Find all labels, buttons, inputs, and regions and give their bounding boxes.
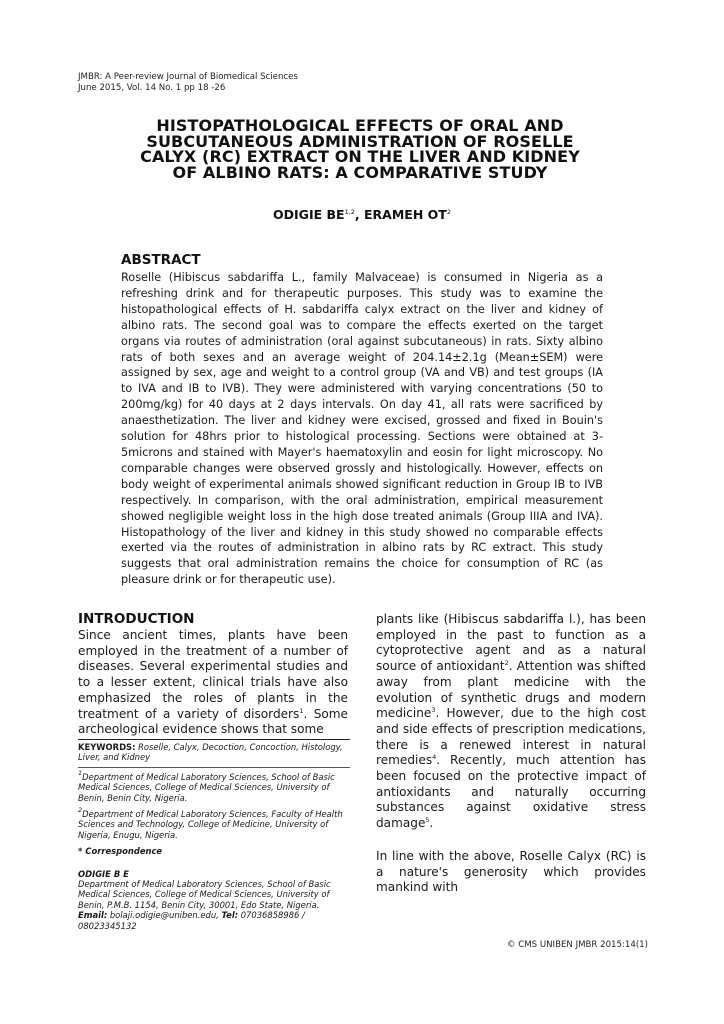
author-1-affiliation: 1,2: [344, 208, 355, 216]
tel-number: 07036858986 / 08023345132: [78, 910, 305, 931]
affiliation-number: 1: [78, 768, 83, 777]
affiliation-text: Department of Medical Laboratory Sciences, School of Basic Medical Sciences, College of Medical Sciences, University of Benin, Benin City, Nigeria.: [78, 771, 335, 803]
correspondence-address: Department of Medical Laboratory Sciences, School of Basic Medical Sciences, College of Medical Sciences, University of Benin, P.M.B. 1154, Benin City, 30001, Edo State, Nigeria.: [78, 879, 331, 910]
email-label: Email:: [78, 910, 108, 921]
keywords-list: Roselle, Calyx, Decoction, Concoction, Histology, Liver, and Kidney: [78, 742, 343, 763]
affiliation-number: 2: [78, 806, 83, 815]
citation: 2: [504, 659, 509, 668]
footnotes: [78, 739, 350, 931]
journal-header: [78, 72, 298, 94]
journal-name: JMBR: A Peer-review Journal of Biomedical Sciences: [78, 72, 298, 82]
title-line: CALYX (RC) EXTRACT ON THE LIVER AND KIDNEY: [140, 147, 580, 166]
correspondence-name: ODIGIE B E: [78, 868, 129, 879]
title-line: HISTOPATHOLOGICAL EFFECTS OF ORAL AND: [156, 116, 564, 135]
abstract-heading: ABSTRACT: [121, 252, 201, 268]
author-2: ERAMEH OT: [364, 207, 447, 222]
correspondence-block: [78, 869, 350, 931]
intro-text: plants like (Hibiscus sabdariffa l.), has been employed in the past to function as a cytoprotective agent and as a natural source of antioxidant: [376, 612, 646, 674]
title-line: OF ALBINO RATS: A COMPARATIVE STUDY: [172, 162, 548, 182]
intro-paragraph: [376, 612, 646, 832]
intro-text: . However, due to the high cost and side effects of prescription medications, there is a renewed interest in natural remedies: [376, 706, 646, 768]
tel-label: Tel:: [221, 910, 239, 921]
citation: 3: [431, 706, 436, 715]
keywords-label: KEYWORDS:: [78, 742, 136, 752]
intro-paragraph: In line with the above, Roselle Calyx (RC) is a nature's generosity which provides mankind with: [376, 848, 646, 895]
author-2-affiliation: 2: [446, 208, 451, 216]
citation: 5: [425, 816, 430, 825]
divider: [78, 739, 350, 740]
intro-text: . Recently, much attention has been focused on the protective impact of antioxidants and naturally occurring substances against oxidative stress damage: [376, 753, 646, 831]
correspondence-label: * Correspondence: [78, 846, 163, 857]
affiliation-2: [78, 806, 350, 840]
page-footer: © CMS UNIBEN JMBR 2015:14(1): [506, 940, 648, 950]
introduction-right-column: [376, 612, 646, 896]
affiliation-1: [78, 768, 350, 803]
intro-text: . Attention was shifted away from plant medicine with the evolution of synthetic drugs and modern medicine: [376, 659, 646, 721]
introduction-left-column: [78, 628, 348, 738]
abstract-text: Roselle (Hibiscus sabdariffa L., family Malvaceae) is consumed in Nigeria as a refreshing drink and for therapeutic purposes. This study was to examine the histopathological effects of H. sabdariffa calyx extract on the liver and kidney of albino rats. The second goal was to compare the effects exerted on the target organs via routes of administration (oral against subcutaneous) in rats. Sixty albino rats of both sexes and an average weight of 204.14±2.1g (Mean±SEM) were assigned by sex, age and weight to a control group (VA and VB) and test groups (IA to IVA and IB to IVB). They were administered with varying concentrations (50 to 200mg/kg) for 40 days at 2 days intervals. On day 41, all rats were sacrificed by anaesthetization. The liver and kidney were excised, grossed and fixed in Bouin's solution for 48hrs prior to histological processing. Sections were obtained at 3-5microns and stained with Mayer's haematoxylin and eosin for light microscopy. No comparable changes were observed grossly and histologically. However, effects on body weight of experimental animals showed significant reduction in Group IB to IVB respectively. In comparison, with the oral administration, empirical measurement showed negligible weight loss in the high dose treated animals (Group IIIA and IVA). Histopathology of the liver and kidney in this study showed no comparable effects exerted via the routes of administration in albino rats by RC extract. This study suggests that oral administration remains the choice for consumption of RC (as pleasure drink or for therapeutic use).: [121, 271, 603, 587]
intro-text: . Some archeological evidence shows that some: [78, 706, 348, 737]
author-separator: ,: [354, 207, 365, 222]
keywords: [78, 742, 350, 763]
divider: [78, 767, 350, 768]
author-list: [0, 207, 724, 222]
author-1: ODIGIE BE: [273, 207, 345, 222]
email-address: bolaji.odigie@uniben.edu,: [107, 910, 222, 921]
intro-text: Since ancient times, plants have been employed in the treatment of a number of diseases. Several experimental studies and to a lesser extent, clinical trials have also emphasized the roles of plants in the treatment of a variety of disorders: [78, 628, 348, 721]
citation: 1: [299, 706, 304, 715]
article-title: [110, 118, 610, 180]
citation: 4: [432, 753, 437, 762]
journal-issue: June 2015, Vol. 14 No. 1 pp 18 -26: [78, 83, 226, 93]
introduction-heading: INTRODUCTION: [78, 611, 195, 627]
intro-text: .: [429, 816, 434, 831]
affiliation-text: Department of Medical Laboratory Sciences, Faculty of Health Sciences and Technology, College of Medicine, University of Nigeria, Enugu, Nigeria.: [78, 809, 343, 840]
title-line: SUBCUTANEOUS ADMINISTRATION OF ROSELLE: [146, 131, 574, 151]
